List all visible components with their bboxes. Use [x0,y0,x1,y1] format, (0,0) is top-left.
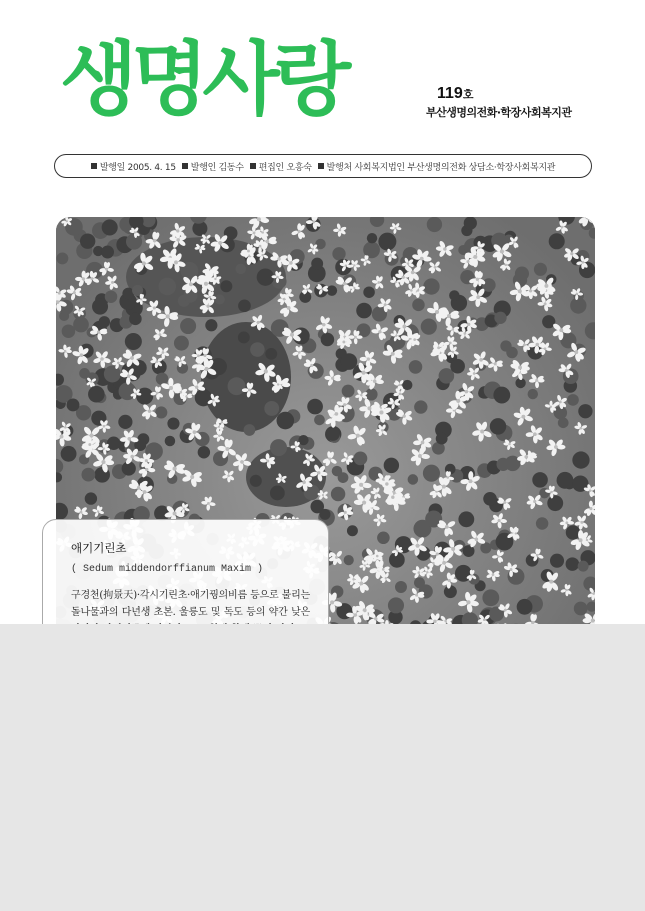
info-item [318,160,556,173]
issue-number [437,85,473,103]
info-date: 발행일 2005. 4. 15 [99,162,176,173]
plant-name: 애기기린초 [71,541,127,555]
info-editor: 편집인 오흥숙 [258,162,312,173]
issue-unit: 호 [462,89,474,101]
info-item [250,160,312,173]
bullet-square-icon [182,163,188,169]
info-item [182,160,244,173]
plant-description: 구경천(拘景天)·각시기린초·애기꿩의비름 등으로 불리는 돌나물과의 다년생 초본. 울릉도 및 독도 등의 약간 낮은 [71,590,310,618]
info-item [91,160,176,173]
issue-number-value: 119 [437,85,463,102]
masthead-title: 생명사랑 [60,33,346,126]
bullet-square-icon [250,163,256,169]
publisher-line: 부산생명의전화·학장사회복지관 [426,106,572,119]
plant-scientific-name: ( Sedum middendorffianum Maxim ) [71,564,264,575]
info-publisher: 발행인 김동수 [190,162,244,173]
bullet-square-icon [318,163,324,169]
info-issuer: 발행처 사회복지법인 부산생명의전화 상담소·학장사회복지관 [326,162,556,173]
bullet-square-icon [91,163,97,169]
publication-info-bar [54,154,592,178]
gray-overlay-panel [0,624,645,911]
